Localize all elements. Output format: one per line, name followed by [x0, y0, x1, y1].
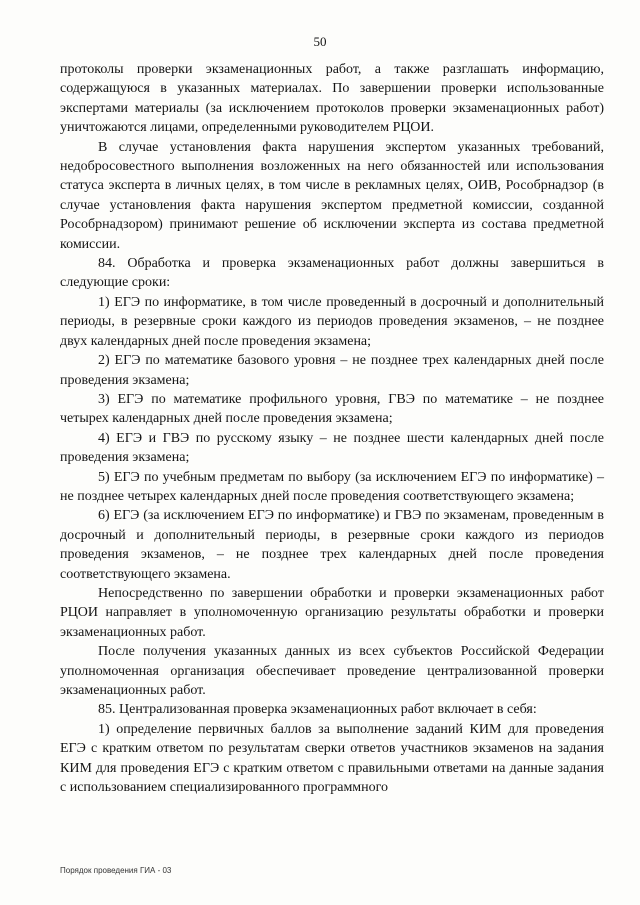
paragraph-continuation: протоколы проверки экзаменационных работ, а также разглашать информацию, содержащуюся в указанных материалах. По завершении проверки использованные экспертами материалы (за исключением протоколов проверки экзаменационных работ) уничтожаются лицами, определенными руководителем РЦОИ. — [60, 62, 604, 136]
paragraph-violation: В случае установления факта нарушения экспертом указанных требований, недобросовестного выполнения возложенных на него обязанностей или использования статуса эксперта в личных целях, в том числе в рекламных целях, ОИВ, Рособрнадзор (в случае установления факта нарушения экспертом предметной комиссии, созданной Рособрнадзором) принимают решение об исключении эксперта из состава предметной комиссии. — [60, 139, 604, 252]
paragraph-85: 85. Централизованная проверка экзаменационных работ включает в себя: — [98, 702, 537, 718]
paragraph-85-item-1: 1) определение первичных баллов за выполнение заданий КИМ для проведения ЕГЭ с кратким ответом по результатам сверки ответов участников экзаменов на задания КИМ для проведения ЕГЭ с кратким ответом с правильными ответами на данные задания с использованием специализированного программного — [60, 721, 604, 796]
paragraph-84-item-5: 5) ЕГЭ по учебным предметам по выбору (за исключением ЕГЭ по информатике) – не позднее четырех календарных дней после проведения соответствующего экзамена; — [60, 469, 604, 504]
paragraph-rcoi-results: Непосредственно по завершении обработки и проверки экзаменационных работ РЦОИ направляет в уполномоченную организацию результаты обработки и проверки экзаменационных работ. — [60, 585, 604, 640]
page-number: 50 — [313, 34, 327, 49]
document-body — [60, 60, 604, 797]
paragraph-84: 84. Обработка и проверка экзаменационных работ должны завершиться в следующие сроки: — [60, 256, 604, 291]
paragraph-central-check: После получения указанных данных из всех субъектов Российской Федерации уполномоченная организация обеспечивает проведение централизованной проверки экзаменационных работ. — [60, 644, 604, 698]
paragraph-84-item-1: 1) ЕГЭ по информатике, в том числе проведенный в досрочный и дополнительный периоды, в резервные сроки каждого из периодов проведения экзаменов, – не позднее двух календарных дней после проведения экзамена; — [60, 294, 604, 349]
footer-note: Порядок проведения ГИА - 03 — [60, 866, 172, 875]
paragraph-84-item-4: 4) ЕГЭ и ГВЭ по русскому языку – не позднее шести календарных дней после проведения экзамена; — [60, 430, 604, 466]
paragraph-84-item-2: 2) ЕГЭ по математике базового уровня – не позднее трех календарных дней после проведения экзамена; — [60, 353, 604, 388]
paragraph-84-item-6: 6) ЕГЭ (за исключением ЕГЭ по информатике) и ГВЭ по экзаменам, проведенным в досрочный и дополнительный периоды, в резервные сроки каждого из периодов проведения экзаменов, – не позднее трех календарных дней после проведения соответствующего экзамена. — [60, 508, 604, 582]
paragraph-84-item-3: 3) ЕГЭ по математике профильного уровня, ГВЭ по математике – не позднее четырех календарных дней после проведения экзамена; — [60, 391, 604, 427]
